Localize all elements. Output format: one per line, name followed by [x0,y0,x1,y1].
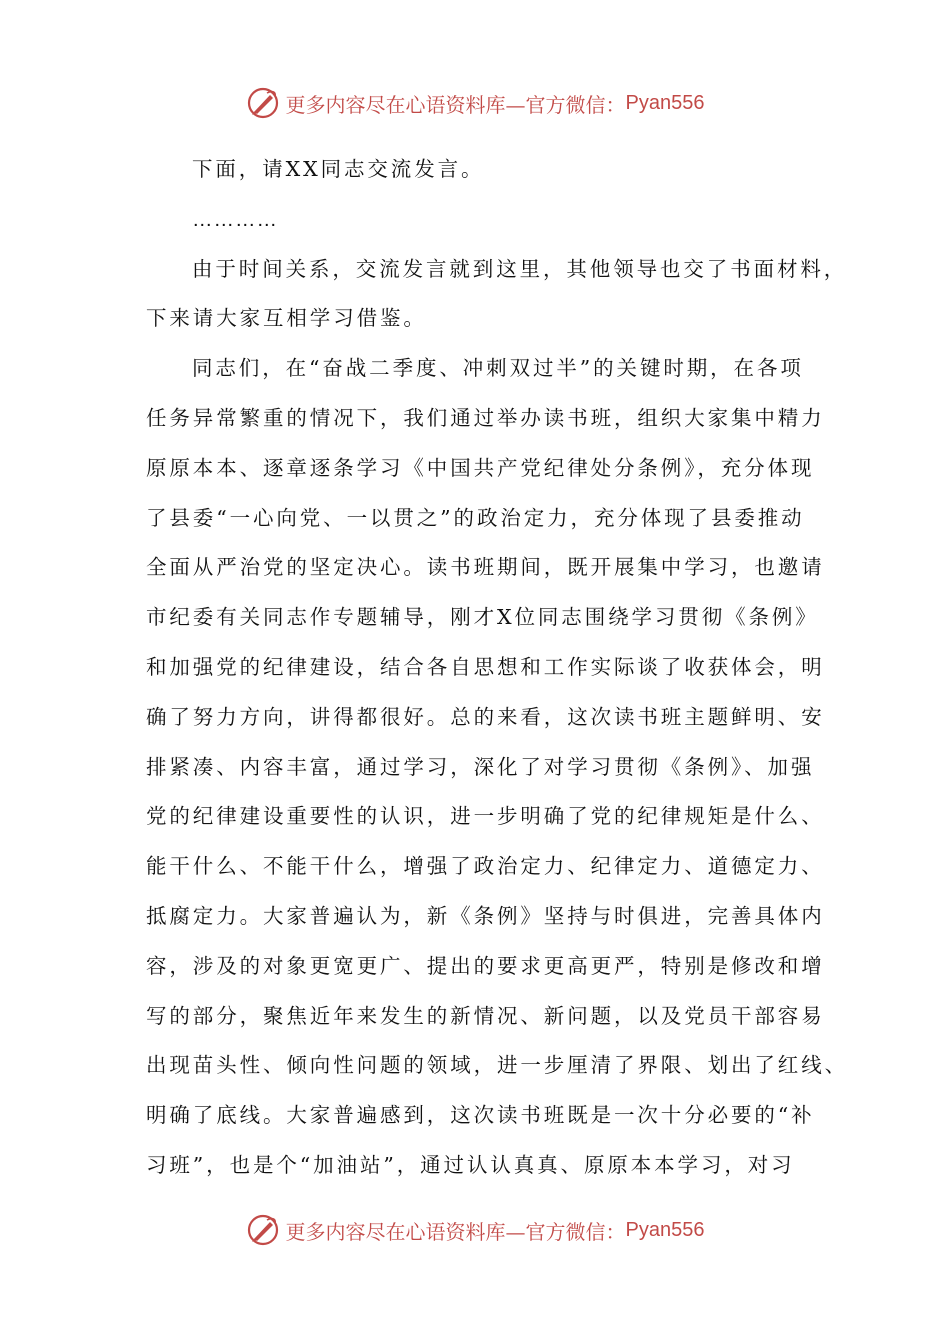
text-line: 明确了底线。大家普遍感到，这次读书班既是一次十分必要的“补 [146,1103,815,1128]
text-line: 和加强党的纪律建设，结合各自思想和工作实际谈了收获体会，明 [146,654,825,679]
text-line: 下来请大家互相学习借鉴。 [146,306,427,331]
text-line: 党的纪律建设重要性的认识，进一步明确了党的纪律规矩是什么、 [146,804,825,829]
text-line: 写的部分，聚焦近年来发生的新情况、新问题，以及党员干部容易 [146,1003,825,1028]
banner-text: 更多内容尽在心语资料库—官方微信： [285,92,626,117]
quill-logo-icon [246,1213,280,1247]
text-line: 由于时间关系，交流发言就到这里，其他领导也交了书面材料， [192,256,848,281]
text-line: 了县委“一心向党、一以贯之”的政治定力，充分体现了县委推动 [146,505,805,530]
paragraph [146,195,822,245]
text-line: 抵腐定力。大家普遍认为，新《条例》坚持与时俱进，完善具体内 [146,903,825,928]
document-body [146,145,848,1191]
text-line: 习班”，也是个“加油站”，通过认认真真、原原本本学习，对习 [146,1152,795,1177]
paragraph [146,245,848,345]
text-line: 出现苗头性、倾向性问题的领域，进一步厘清了界限、划出了红线、 [146,1053,848,1078]
text-line: 排紧凑、内容丰富，通过学习，深化了对学习贯彻《条例》、加强 [146,754,815,779]
text-line: 全面从严治党的坚定决心。读书班期间，既开展集中学习，也邀请 [146,555,825,580]
banner-wechat-id: Pyan556 [625,1218,705,1241]
text-line: 同志们，在“奋战二季度、冲刺双过半”的关键时期，在各项 [192,356,804,381]
text-line: 市纪委有关同志作专题辅导，刚才X位同志围绕学习贯彻《条例》 [146,605,819,630]
text-line: 下面，请XX同志交流发言。 [192,157,485,181]
quill-logo-icon [246,86,280,120]
footer-banner [0,1212,950,1248]
text-line: 任务异常繁重的情况下，我们通过举办读书班，组织大家集中精力 [146,405,825,430]
text-line: ………… [192,207,278,231]
text-line: 能干什么、不能干什么，增强了政治定力、纪律定力、道德定力、 [146,854,825,879]
banner-wechat-id: Pyan556 [625,91,705,114]
paragraph [146,344,848,1191]
text-line: 容，涉及的对象更宽更广、提出的要求更高更严，特别是修改和增 [146,953,825,978]
banner-text: 更多内容尽在心语资料库—官方微信： [285,1219,626,1244]
text-line: 确了努力方向，讲得都很好。总的来看，这次读书班主题鲜明、安 [146,704,825,729]
paragraph [146,145,822,195]
text-line: 原原本本、逐章逐条学习《中国共产党纪律处分条例》，充分体现 [146,455,815,480]
header-banner [0,85,950,121]
